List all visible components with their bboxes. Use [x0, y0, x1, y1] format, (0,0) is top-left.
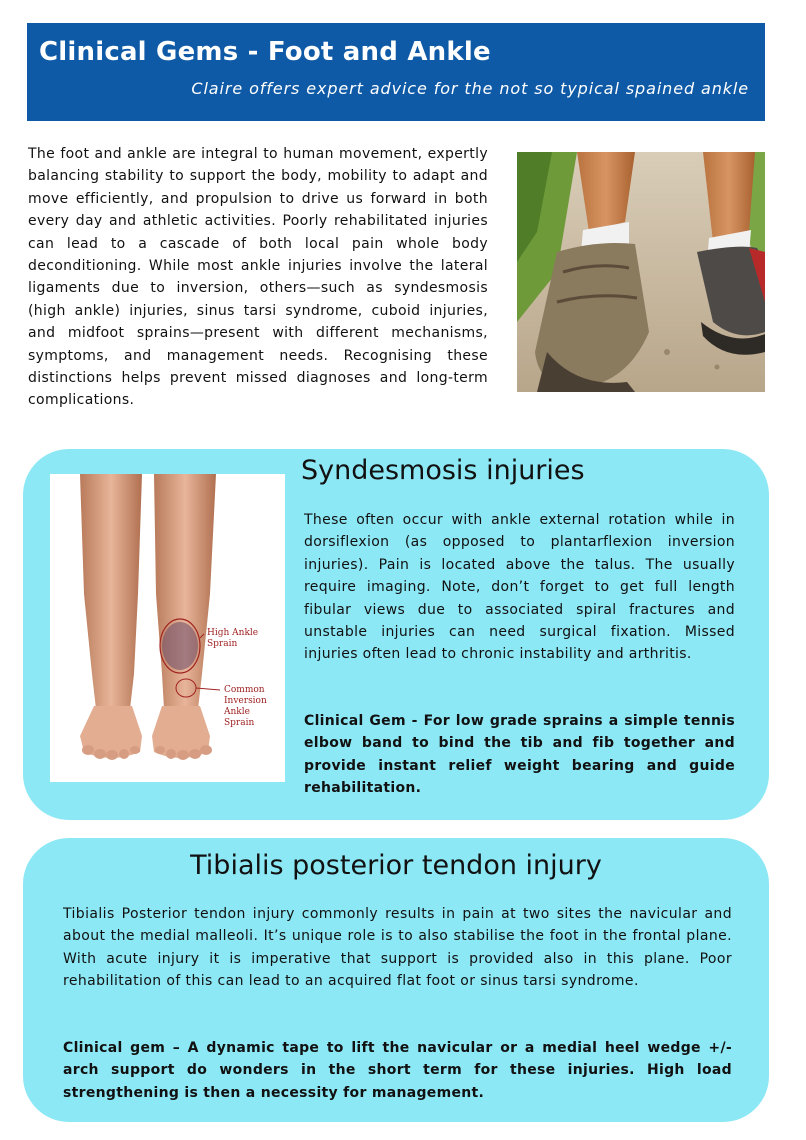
syndesmosis-card [23, 449, 769, 820]
syndesmosis-heading: Syndesmosis injuries [301, 455, 585, 486]
tibialis-heading: Tibialis posterior tendon injury [190, 850, 602, 881]
walking-boots-photo [517, 152, 765, 392]
tibialis-body: Tibialis Posterior tendon injury commonly results in pain at two sites the navicular and about the medial malleoli. It’s unique role is to also stabilise the foot in the frontal plane. With acute injury it is imperative that support is provided also in this plane. Poor rehabilitation of this can lead to an acquired flat foot or sinus tarsi syndrome. [63, 906, 732, 990]
ankle-sprain-diagram [50, 474, 285, 782]
page-subtitle: Claire offers expert advice for the not so typical spained ankle [191, 79, 749, 98]
common-label-2: Inversion [224, 696, 267, 706]
common-label-1: Common [224, 685, 265, 695]
high-ankle-label-2: Sprain [207, 639, 238, 649]
syndesmosis-body: These often occur with ankle external rotation while in dorsiflexion (as opposed to plantarflexion inversion injuries). Pain is located above the talus. The usually require imaging. Note, don’t forget to get full length fibular views due to associated spiral fractures and unstable injuries can need surgical fixation. Missed injuries often lead to chronic instability and arthritis. [304, 512, 735, 663]
header-banner [27, 23, 765, 121]
high-ankle-label-1: High Ankle [207, 628, 259, 638]
intro-paragraph: The foot and ankle are integral to human movement, expertly balancing stability to support the body, mobility to adapt and move efficiently, and propulsion to drive us forward in both every day and athletic activities. Poorly rehabilitated injuries can lead to a cascade of both local pain whole body deconditioning. While most ankle injuries involve the lateral ligaments due to inversion, others—such as syndesmosis (high ankle) injuries, sinus tarsi syndrome, cuboid injuries, and midfoot sprains—present with different mechanisms, symptoms, and management needs. Recognising these distinctions helps prevent missed diagnoses and long-term complications. [28, 146, 488, 409]
tibialis-card [23, 838, 769, 1122]
syndesmosis-clinical-gem: Clinical Gem - For low grade sprains a simple tennis elbow band to bind the tib and fib together and provide instant relief weight bearing and guide rehabilitation. [304, 713, 735, 797]
tibialis-clinical-gem: Clinical gem – A dynamic tape to lift the navicular or a medial heel wedge +/- arch support do wonders in the short term for these injuries. High load strengthening is then a necessity for management. [63, 1040, 732, 1101]
page-title: Clinical Gems - Foot and Ankle [39, 37, 491, 67]
common-label-4: Sprain [224, 718, 255, 728]
common-label-3: Ankle [224, 707, 250, 717]
